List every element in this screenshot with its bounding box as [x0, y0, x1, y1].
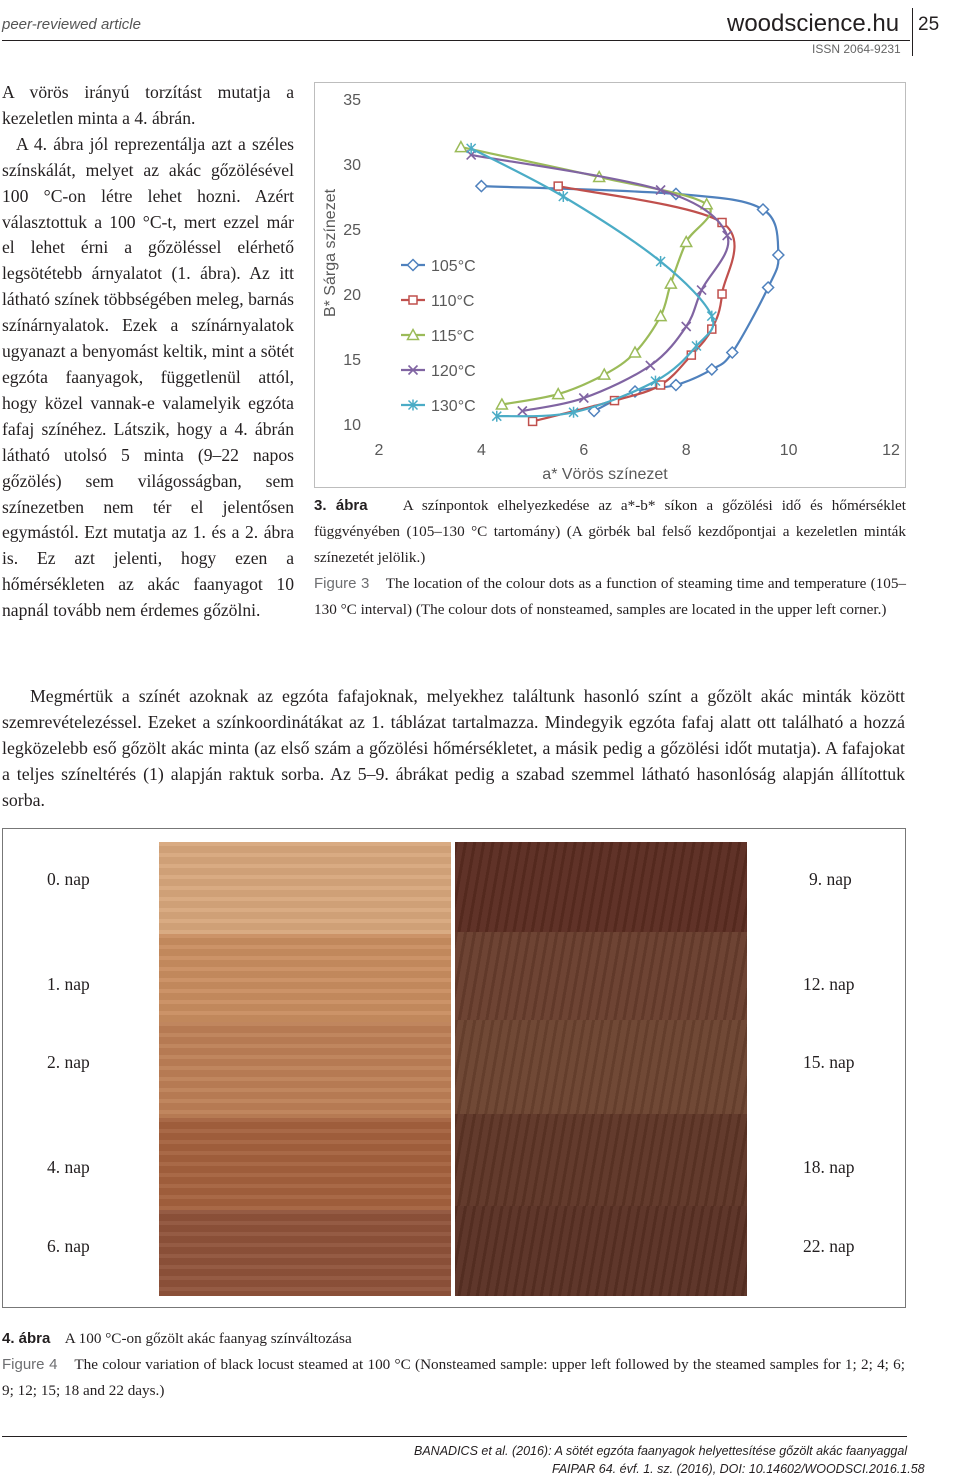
wood-strip-15 — [455, 1020, 747, 1114]
figure-3-chart — [314, 82, 906, 488]
legend-marker-105°C — [408, 260, 419, 271]
data-point-115°C — [665, 278, 676, 288]
header-site-name: woodscience.hu — [727, 10, 900, 37]
legend-label: 105°C — [431, 258, 476, 275]
page-number: 25 — [918, 14, 940, 35]
wood-strip-9 — [455, 842, 747, 932]
day-label: 9. nap — [809, 869, 852, 889]
x-tick-label: 2 — [374, 442, 384, 459]
y-tick-label: 10 — [343, 417, 361, 434]
legend-label: 115°C — [431, 328, 475, 345]
wood-strip-0 — [159, 842, 451, 934]
header-divider — [2, 40, 910, 41]
data-point-105°C — [670, 380, 681, 391]
wood-strip-18 — [455, 1114, 747, 1206]
figure-label-en: Figure 3 — [314, 575, 370, 592]
x-tick-label: 6 — [579, 442, 589, 459]
x-tick-label: 8 — [681, 442, 691, 459]
figure-label: 4. ábra — [2, 1330, 51, 1347]
caption-text: A 100 °C-on gőzölt akác faanyag színváltozása — [64, 1330, 352, 1347]
y-tick-label: 25 — [343, 222, 361, 239]
left-column-text — [2, 80, 294, 624]
day-label: 2. nap — [47, 1052, 90, 1072]
x-axis-label: a* Vörös színezet — [542, 466, 668, 483]
caption-text: A színpontok elhelyezkedése az a*-b* síkon a gőzölési idő és hőmérséklet függvényében (105–130 °C tartomány) (A görbék bal felső kezdőpontjai a kezeletlen minták színezetét jelölik.) — [314, 497, 906, 566]
data-point-120°C — [646, 361, 655, 370]
day-label: 22. nap — [803, 1236, 855, 1256]
caption-english — [2, 1352, 905, 1404]
footer-citation: BANADICS et al. (2016): A sötét egzóta faanyagok helyettesítése gőzölt akác faanyaggal — [414, 1444, 908, 1458]
day-label: 4. nap — [47, 1157, 90, 1177]
data-point-105°C — [476, 181, 487, 192]
y-tick-label: 30 — [343, 157, 361, 174]
figure-4-caption — [2, 1326, 905, 1404]
data-point-110°C — [657, 381, 665, 389]
data-point-120°C — [682, 322, 691, 331]
footer-divider — [2, 1436, 907, 1437]
caption-english — [314, 571, 906, 623]
caption-hungarian — [314, 493, 906, 571]
x-tick-label: 4 — [476, 442, 486, 459]
data-point-105°C — [773, 250, 784, 261]
data-point-105°C — [763, 282, 774, 293]
day-label: 0. nap — [47, 869, 90, 889]
day-label: 15. nap — [803, 1052, 855, 1072]
data-point-130°C — [707, 311, 716, 322]
y-tick-label: 35 — [343, 92, 361, 109]
figure-3-caption — [314, 493, 906, 623]
day-label: 1. nap — [47, 974, 90, 994]
wood-strip-4 — [159, 1118, 451, 1210]
header-section-label: peer-reviewed article — [2, 16, 141, 33]
data-point-115°C — [599, 369, 610, 379]
data-point-110°C — [529, 417, 537, 425]
legend-label: 120°C — [431, 363, 476, 380]
data-point-120°C — [697, 286, 706, 295]
header-issn: ISSN 2064-9231 — [812, 42, 901, 56]
figure-4-photo — [2, 828, 906, 1308]
y-axis-label: B* Sárga színezet — [322, 188, 339, 318]
legend-marker-110°C — [409, 296, 417, 304]
figure-label-en: Figure 4 — [2, 1356, 58, 1373]
legend-label: 130°C — [431, 398, 476, 415]
wood-strip-1 — [159, 934, 451, 1022]
day-label: 12. nap — [803, 974, 855, 994]
data-point-105°C — [706, 364, 717, 375]
data-point-115°C — [655, 311, 666, 321]
y-tick-label: 15 — [343, 352, 361, 369]
data-point-115°C — [455, 142, 466, 152]
header-vertical-divider — [912, 8, 913, 56]
footer-journal: FAIPAR 64. évf. 1. sz. (2016), DOI: 10.14602/WOODSCI.2016.1.58 — [552, 1462, 925, 1476]
day-label: 18. nap — [803, 1157, 855, 1177]
wood-strip-12 — [455, 932, 747, 1020]
x-tick-label: 10 — [779, 442, 798, 459]
caption-text-en: The colour variation of black locust steamed at 100 °C (Nonsteamed sample: upper left followed by the steamed samples for 1; 2; 4; 6; 9; 12; 15; 18 and 22 days.) — [2, 1356, 905, 1399]
legend-label: 110°C — [431, 293, 475, 310]
paragraph: A 4. ábra jól reprezentálja azt a széles színskálát, melyet az akác gőzölésével 100 °C-on létre lehet hozni. Azért választottuk a 100 °C-t, mert ezzel már el lehet érni a gőzöléssel elérhető legsötétebb árnyalatot (1. ábra). Az itt látható színek többségében meleg, barnás színárnyalatok. Ezek a színárnyalatok ugyanazt a benyomást keltik, mint a sötét egzóta faanyagok, függetlenül attól, hogy közel vannak-e valamelyik egzóta fafaj színéhez. Látszik, hogy a 4. ábrán látható utolsó 5 minta (9–22 napos gőzölés) sem világosságban, sem színezetben nem tér el jelentősen egymástól. Ezt mutatja az 1. és a 2. ábra is. Ez azt jelenti, hogy ezen a hőmérsékleten az akác faanyagot 10 napnál tovább nem érdemes gőzölni. — [2, 133, 294, 621]
day-label: 6. nap — [47, 1236, 90, 1256]
wood-strip-22 — [455, 1206, 747, 1296]
wood-strip-6 — [159, 1210, 451, 1296]
figure-label: 3. ábra — [314, 497, 368, 514]
data-point-130°C — [559, 191, 568, 202]
paragraph: A vörös irányú torzítást mutatja a kezeletlen minta a 4. ábrán. — [2, 82, 294, 128]
chart-svg — [315, 83, 905, 487]
caption-hungarian — [2, 1326, 905, 1352]
wood-strip-2 — [159, 1022, 451, 1118]
data-point-110°C — [718, 290, 726, 298]
body-paragraph: Megmértük a színét azoknak az egzóta fafajoknak, melyekhez találtunk hasonló színt a gőzölt akác minták között szemrevételezéssel. Ezeket a színkoordinátákat az 1. táblázat tartalmazza. Mindegyik egzóta fafaj alatt ott található a hozzá legközelebb eső gőzölt akác minta (az első szám a gőzölési hőmérsékletet, a másik pedig a gőzölési időt mutatja). A fafajokat a teljes színeltérés (1) alapján raktuk sorba. Az 5–9. ábrákat pedig a szabad szemmel látható hasonlóság alapján állítottuk sorba. — [2, 686, 905, 810]
x-tick-label: 12 — [882, 442, 900, 459]
data-point-130°C — [656, 256, 665, 267]
caption-text-en: The location of the colour dots as a function of steaming time and temperature (105–130 °C interval) (The colour dots of nonsteamed, samples are located in the upper left corner.) — [314, 575, 907, 618]
y-tick-label: 20 — [343, 287, 361, 304]
data-point-110°C — [554, 182, 562, 190]
